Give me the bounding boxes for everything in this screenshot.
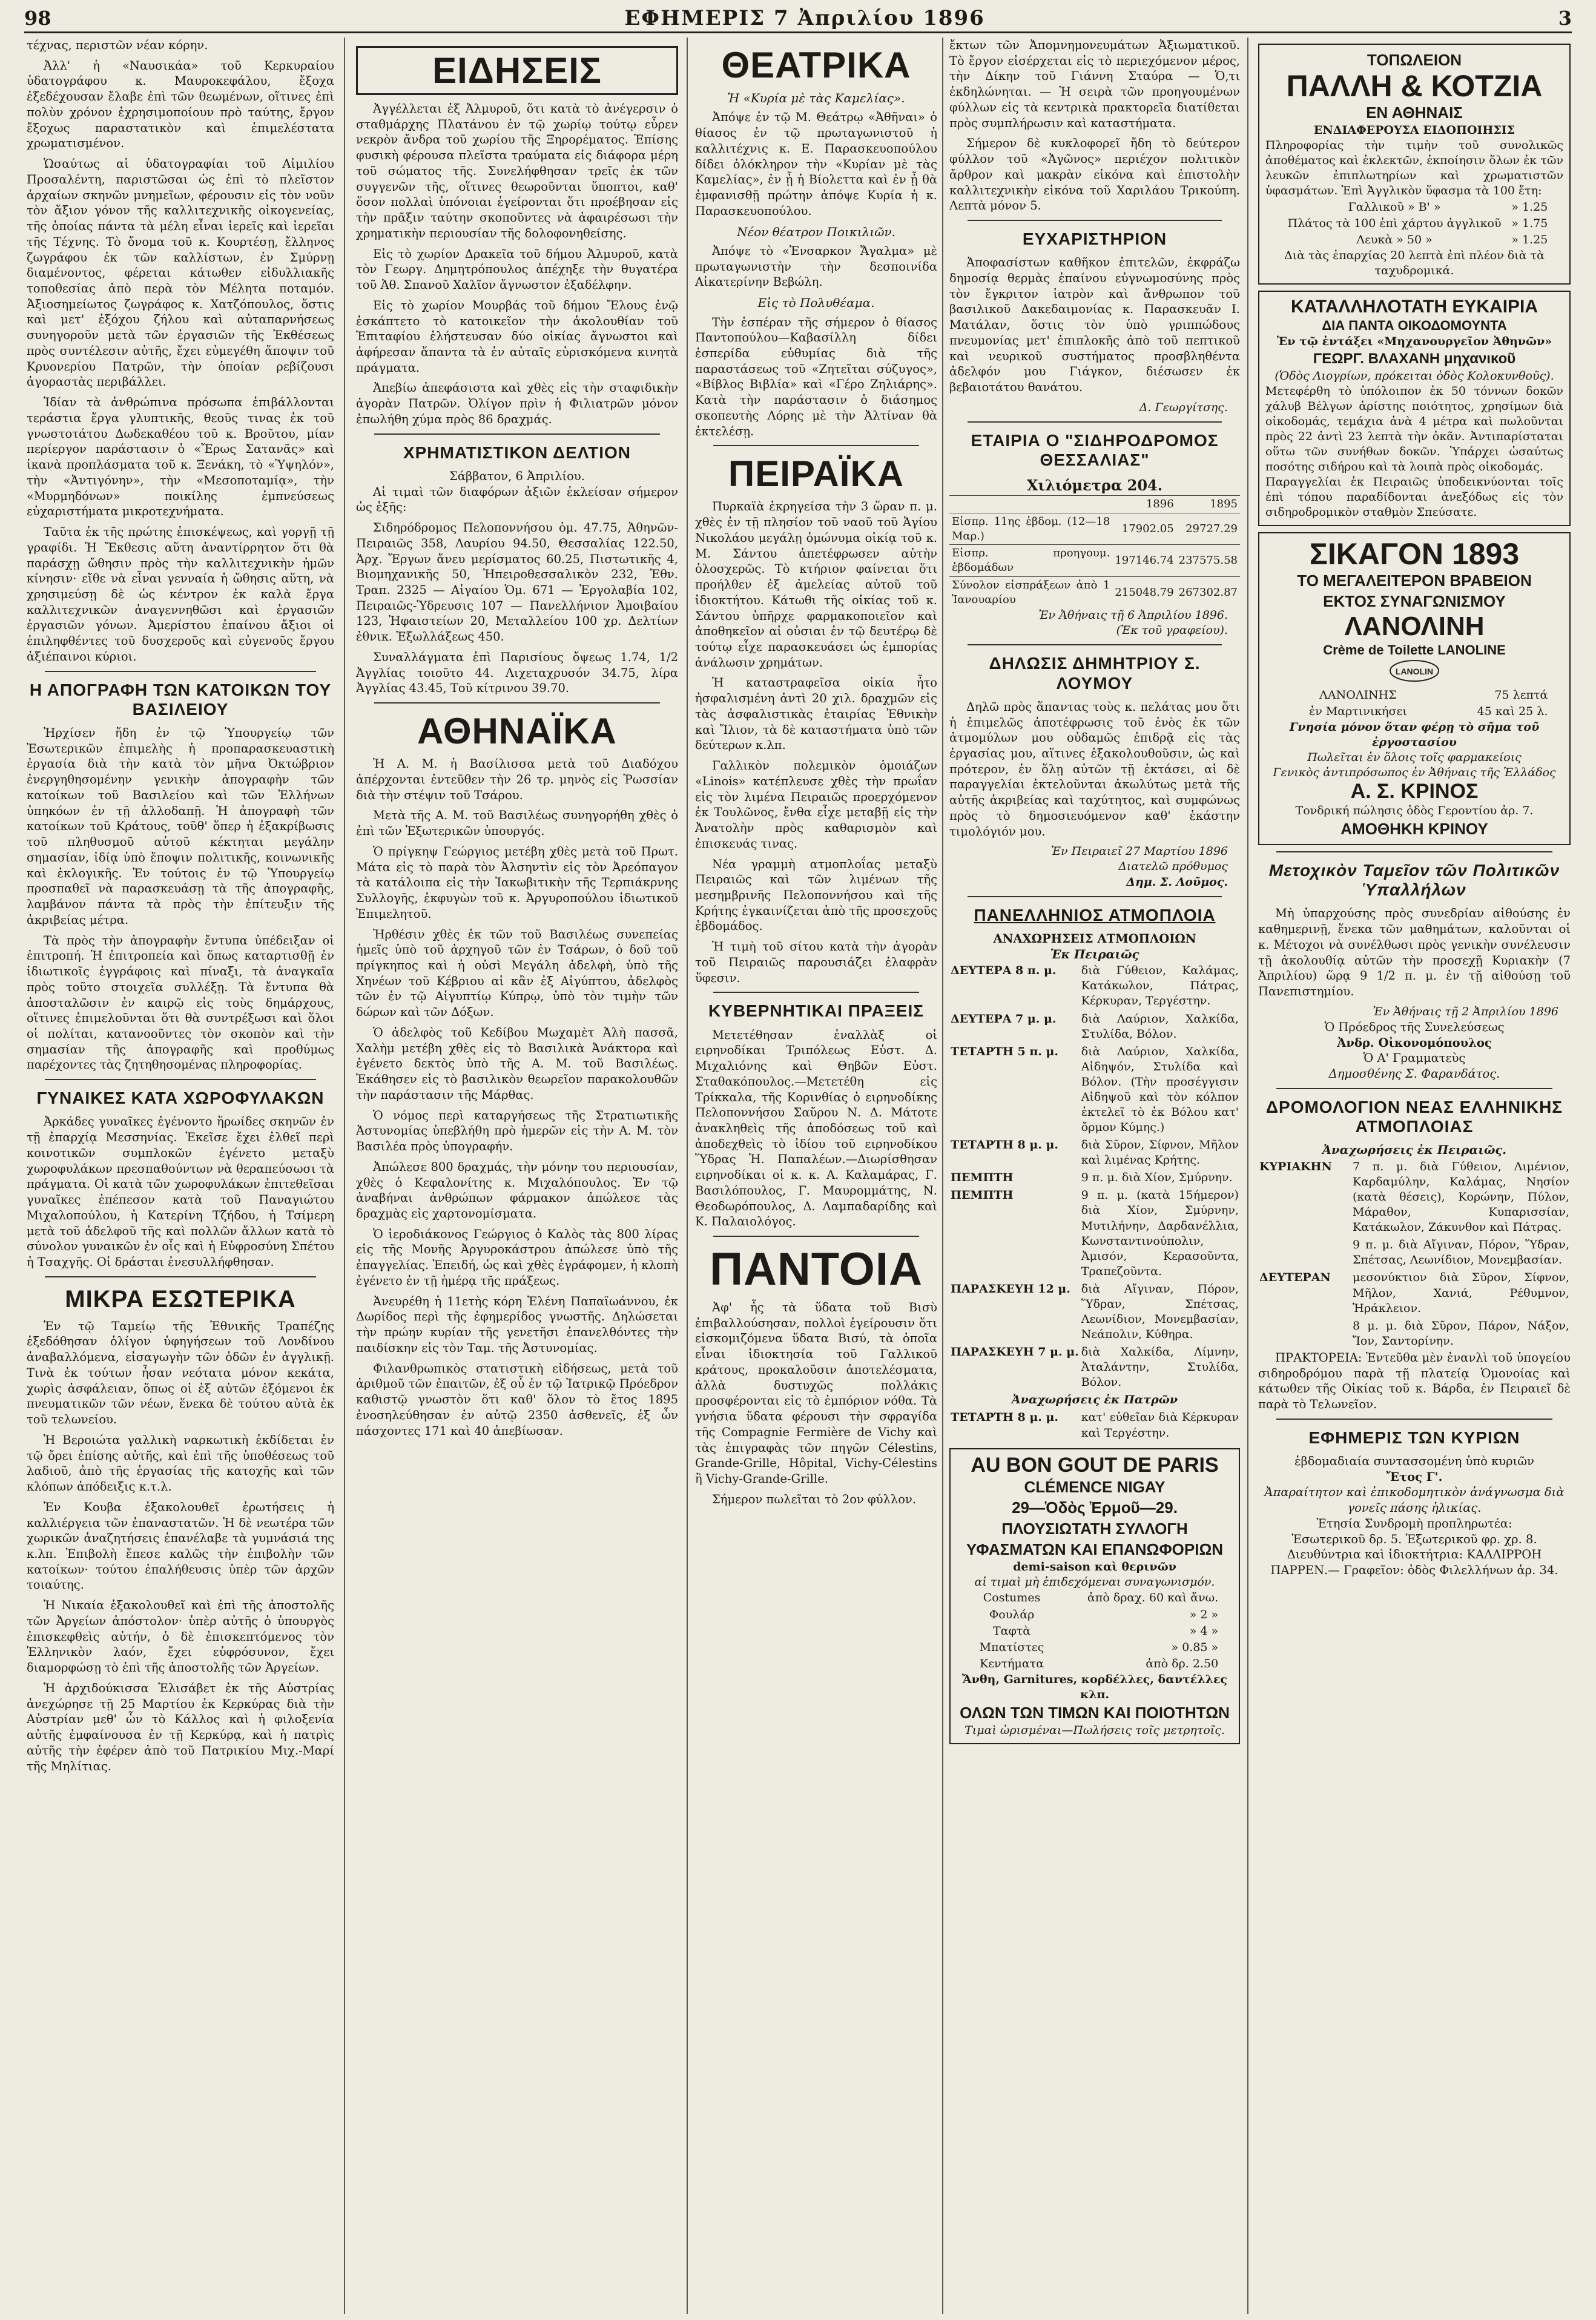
table-cell: 237575.58	[1176, 545, 1240, 577]
headline-routes: ΔΡΟΜΟΛΟΓΙΟΝ ΝΕΑΣ ΕΛΛΗΝΙΚΗΣ ΑΤΜΟΠΛΟΙΑΣ	[1265, 1097, 1563, 1136]
schedule-day: ΤΕΤΑΡΤΗ 5 π. μ.	[951, 1044, 1058, 1058]
headline-panhellenic-shipping: ΠΑΝΕΛΛΗΝΙΟΣ ΑΤΜΟΠΛΟΙΑ	[974, 905, 1216, 924]
schedule-day: ΔΕΥΤΕΡΑΝ	[1259, 1271, 1331, 1285]
schedule-row	[949, 1343, 1240, 1391]
price-row	[1281, 704, 1549, 720]
ad-price-list	[1281, 199, 1549, 248]
schedule-row	[949, 1010, 1240, 1043]
ad-line: ΟΛΩΝ ΤΩΝ ΤΙΜΩΝ ΚΑΙ ΠΟΙΟΤΗΤΩΝ	[960, 1703, 1230, 1722]
article-text: Ἀφ' ἧς τὰ ὕδατα τοῦ Βισὺ ἐπιβαλλούσησαν, πολλοὶ ἐγείρουσιν ὅτι εἰσκομιζόμενα ὕδατα Βισύ, τὰ ὁποῖα εἶναι ἰδιοκτησία τοῦ Γαλλικοῦ κράτους, προκαλοῦσιν ἀποτελέσματα, ἀλλὰ δυστυχῶς πολλάκις προσφέρονται εἰς τὸ ἐμπόριον νόθα. Τὰ γνήσια ὕδατα φέρουσι τὴν σφραγίδα τῆς Compagnie Fermière de Vichy καὶ τὰς ἐπιγραφὰς τῶν πηγῶν Célestins, Grande-Grille, Hôpital, Vichy-Célestins ἢ Vichy-Grande-Grille.	[695, 1300, 937, 1486]
article-text: Φιλανθρωπικὸς στατιστικὴ εἰδήσεως, μετὰ τοῦ ἀριθμοῦ τῶν ἐπαιτῶν, ἐξ οὗ ἐν τῷ Ἰατρικῷ Πρόεδρον καθιστῷ γνωστὸν ὅτι καθ' ὅλον τὸ ἔτος 1895 ἐνοσηλεύθησαν ἐν αὐτῷ 2350 ἀσθενεῖς, ἐξ ὧν πάσχοντες 171 καὶ 40 ἀπεβίωσαν.	[356, 1361, 678, 1438]
article-text: Ὁ ἀδελφὸς τοῦ Κεδίβου Μωχαμὲτ Ἀλὴ πασσᾶ, Χαλὴμ μετέβη χθὲς εἰς τὸ Βασιλικὰ Ἀνάκτορα καὶ ἐγένετο δεκτὸς ὑπὸ τῆς Α. Μ. τοῦ Βασιλέως. Ἐκάθησεν εἰς τὸ βασιλικὸν θεωρεῖον παρακολουθῶν τὴν παράστασιν τῆς Μάρθας.	[356, 1025, 678, 1102]
schedule-route: μεσονύκτιον διὰ Σῦρον, Σίφνον, Μῆλον, Χανιά, Ρέθυμνον, Ἡράκλειον.	[1353, 1271, 1569, 1315]
ladies-subtitle: ἑβδομαδιαία συντασσομένη ὑπὸ κυριῶν	[1294, 1454, 1534, 1468]
newspaper-title: ΕΦΗΜΕΡΙΣ 7 Ἀπριλίου 1896	[624, 6, 985, 30]
article-text: Ἡ καταστραφεῖσα οἰκία ἦτο ἠσφαλισμένη ἀντὶ 20 χιλ. δραχμῶν εἰς τὰς ἀσφαλιστικὰς ἑταιρίας Ἐθνικὴν καὶ Ἴλιον, τὰ δὲ καταστήματα ὑπὸ τῶν δεύτερων κ.λπ.	[695, 676, 937, 753]
schedule-route: 7 π. μ. διὰ Γύθειον, Λιμένιον, Καρδαμύλην, Καλάμας, Νησίον (κατὰ θέσεις), Κορώνην, Πύλον, Μάραθον, Κυπαρισσίαν, Κατάκωλον, Ζάκυνθον καὶ Πάτρας.	[1353, 1159, 1569, 1234]
separator	[1276, 1419, 1552, 1420]
price-value: ἀπὸ δρ. 2.50	[1146, 1656, 1219, 1670]
table-row	[949, 513, 1240, 545]
price-value: ἀπὸ δραχ. 60 καὶ ἄνω.	[1087, 1591, 1219, 1605]
article-text: Σήμερον πωλεῖται τὸ 2ον φύλλον.	[712, 1492, 917, 1506]
article-text: Δηλῶ πρὸς ἅπαντας τοὺς κ. πελάτας μου ὅτι ἡ ἐπιμελῶς ἀποτέφρωσις τοῦ ἐνὸς ἐκ τῶν ἀτμομύλων μου οὐδαμῶς ἐπιδρᾷ εἰς τὰς ἐργασίας μου, αἵτινες ἐξακολουθοῦσιν, ὡς καὶ πρότερον, ἐν ὅλῃ αὐτῶν τῇ ἐκτάσει, αἱ δὲ παραγγελίαι ἐκτελοῦνται ἀκωλύτως μετὰ τῆς αὐτῆς ἀκριβείας καὶ ταχύτητος, καὶ συμφώνως πρὸς τὸ δημοσιευόμενον καθ' ἑκάστην τιμολόγιόν μου.	[949, 699, 1240, 839]
price-value: » 4 »	[1189, 1624, 1219, 1638]
signature-note: Διατελῶ πρόθυμος	[1118, 860, 1228, 874]
masthead	[24, 5, 1572, 33]
schedule-route: 9 π. μ. (κατὰ 15ήμερον) διὰ Χίον, Σμύρνην, Μυτιλήνην, Δαρδανέλλια, Κωνσταντινούπολιν, Ἀμισόν, Κερασοῦντα, Τραπεζοῦντα.	[1081, 1188, 1239, 1278]
column-4	[949, 38, 1240, 2314]
headline-census: Η ΑΠΟΓΡΑΦΗ ΤΩΝ ΚΑΤΟΙΚΩΝ ΤΟΥ ΒΑΣΙΛΕΙΟΥ	[29, 680, 332, 719]
price-item: Κεντήματα	[980, 1656, 1044, 1670]
price-item: Πλάτος τὰ 100 ἐπὶ χάρτου ἀγγλικοῦ	[1287, 216, 1502, 230]
ad-line: Γενικὸς ἀντιπρόσωπος ἐν Ἀθήναις τῆς Ἑλλάδος	[1273, 766, 1556, 780]
article-text: Ἀρκάδες γυναῖκες ἐγένοντο ἥρωίδες σκηνῶν ἐν τῇ ἐπαρχίᾳ Μεσσηνίας. Ἐκεῖσε ἔχει ἐλθεῖ περὶ κοινοτικῶν συμπλοκῶν ἐγένετο μεταξὺ χωροφυλάκων πρεσπαθούντων νὰ θεραπεύσωσι τὰ πράγματα. Οἱ κατὰ τῶν χωροφυλάκων ἐπιτεθεῖσαι γυναῖκες ἐπέπεσον κατὰ τοῦ Παναγιώτου Μιχαλοπούλου, ἡ Κατερίνη Τζήδου, ἡ Τσίμερη μετὰ τοῦ ἀδελφοῦ τῆς καὶ πολλῶν ἄλλων κατὰ τὸ σύνολον γυναικῶν ἐν οἷς καὶ ἡ Εὐφροσύνη Σπέτου ἡ Τσαχγῆς. Οἱ δράσται ἐνεσυλλήφθησαν.	[27, 1115, 334, 1269]
price-value: » 1.75	[1511, 216, 1548, 230]
article-text: Ὁ νόμος περὶ καταργήσεως τῆς Στρατιωτικῆς Ἀστυνομίας ὑπεβλήθη πρὸ ἡμερῶν εἰς τὴν Α. Μ. τὸν Βασιλέα πρὸς ὑπογραφήν.	[356, 1108, 678, 1154]
ladies-director: Διευθύντρια καὶ ἰδιοκτήτρια: ΚΑΛΛΙΡΡΟΗ ΠΑΡΡΕΝ.— Γραφεῖον: ὁδὸς Φιλελλήνων ἀρ. 34.	[1270, 1547, 1558, 1578]
ad-subtitle: ΔΙΑ ΠΑΝΤΑ ΟΙΚΟΔΟΜΟΥΝΤΑ	[1322, 317, 1507, 333]
article-text: Ἡ ἀρχιδούκισσα Ἐλισάβετ ἐκ τῆς Αὐστρίας ἀνεχώρησε τῇ 25 Μαρτίου ἐκ Κερκύρας διὰ τὴν Αὐστρίαν μεθ' ὧν τὸ Κάλλος καὶ ἡ φιλοξενία αὐτῆς ἐμφαίνουσα ἐν τῇ Κερκύρᾳ, καὶ ἡ πατρὶς αὐτῆς τὴν ἐφέρεν ἀπὸ τοῦ Πατρικίου Μιχ.-Μαρί τῆς Μηλίτιας.	[27, 1681, 334, 1773]
article-text: Μετετέθησαν ἐναλλὰξ οἱ ειρηνοδίκαι Τριπόλεως Εὐστ. Δ. Μιχαλιόνης καὶ Θηβῶν Εὐστ. Σταθακόπουλος.—Μετετέθη εἰς Τρίκκαλα, τῆς Κορινθίας ὁ ειρηνοδίκης Πελοποννήσου Σαὔρου Ν. Δ. Μάτοτε ἀνακληθεὶς τῆς ἀποδόσεως τοῦ καὶ ἀποδεχθεὶς τὸ ἰδίου τοῦ ειρηνοδίκου Ὕδρας Ἡ. Παπαλέων.—Διωρίσθησαν ειρηνοδίκαι οἱ κ. κ. Α. Καλαμάρας, Γ. Βασιλόπουλος, Γ. Μαυρομμάτης, Ν. Θεοδωρόπουλος, Δ. Λαμπαδαρίδης καὶ Κ. Παλαιολόγος.	[695, 1027, 937, 1229]
ad-top: ΤΟΠΩΛΕΙΟΝ	[1367, 51, 1462, 69]
separator	[374, 702, 660, 704]
schedule-day: ΠΕΜΠΤΗ	[951, 1171, 1014, 1185]
table-header-cell: 1895	[1176, 496, 1240, 513]
ad-line: ΠΛΟΥΣΙΩΤΑΤΗ ΣΥΛΛΟΓΗ	[1001, 1519, 1188, 1538]
separator	[968, 896, 1222, 897]
railway-revenue-table	[949, 495, 1240, 608]
subheading: Νέον θέατρον Ποικιλιῶν.	[736, 224, 896, 239]
subheading: Ἡ «Κυρία μὲ τὰς Καμελίας».	[727, 91, 905, 105]
article-text: Ὁ πρίγκηψ Γεώργιος μετέβη χθὲς μετὰ τοῦ Πρωτ. Μάτα εἰς τὸ παρὰ τὸν Ἀλσηντὶν εἰς τὸν Ἀρεόπαγον τὰ κατάλοιπα εἰς τὴν Ἰακωβιτικὴν τῆς Τερπιάκρνης Συλλογῆς, ἐκφυγὼν τοῦ κ. Ἀργυροπούλου ἰδιωτικοῦ Ἐπιμελητοῦ.	[356, 844, 678, 921]
schedule-row	[949, 1409, 1240, 1442]
schedule-day	[1258, 1317, 1351, 1350]
ad-text: Παραγγελίαι ἐκ Πειραιῶς ὑποδεικνύονται τοῖς ἐπὶ τόπου παραδίδονται ἀνεξόδως εἰς τὸν σιδηροδρομικὸν σταθμὸν Σπεύσατε.	[1265, 475, 1563, 519]
schedule-day: ΠΑΡΑΣΚΕΥΗ 7 μ. μ.	[951, 1345, 1079, 1359]
schedule-day: Ἀναχωρήσεις ἐκ Πατρῶν	[1011, 1393, 1178, 1407]
column-rule	[1247, 38, 1248, 2314]
schedule-day: ΠΕΜΠΤΗ	[951, 1188, 1014, 1202]
ad-au-bon-gout	[949, 1448, 1240, 1745]
article-text: Ἡ Νικαία ἐξακολουθεῖ καὶ ἐπὶ τῆς ἀποστολῆς τῶν Ἀργείων ἀπόστολον· ὑπὲρ αὐτῆς ὁ ὑπουργὸς ἐπισκεφθεὶς αὐτήν, ὁ δὲ ἐπισκεπτόμενος τὸν Ἐλληνικὸν λαόν, ἔχει εὐφρόσυνον, ἔχει διαμορφώσῃ τὸ ἐπὶ τῆς ἀποστολῆς τῶν Ἀργείων.	[27, 1598, 334, 1675]
article-text: ΠΡΑΚΤΟΡΕΙΑ: Ἐντεῦθα μὲν ἐνανλὶ τοῦ ὑπογείου σιδηροδρόμου παρὰ τῇ πλατείᾳ Ὁμονοίας καὶ κάτωθεν τῆς Οἰκίας τοῦ κ. Βάρδα, ἐν Πειραιεῖ δὲ παρὰ τὸ Τελωνεῖον.	[1258, 1350, 1571, 1412]
ad-note: Διὰ τὰς ἐπαρχίας 20 λεπτὰ ἐπὶ πλέον διὰ τὰ ταχυδρομικά.	[1284, 248, 1545, 277]
price-row	[1281, 216, 1549, 232]
schedule-route: διὰ Χαλκίδα, Λίμνην, Ἀταλάντην, Στυλίδα, Βόλον.	[1081, 1345, 1239, 1389]
article-text: Ἀγγέλλεται ἐξ Ἀλμυροῦ, ὅτι κατὰ τὸ ἀνέγερσιν ὁ σταθμάρχης Πλατάνου ἐν τῷ χωρίῳ τούτῳ εὗρεν νεκρὸν ἄνδρα τοῦ χωρίου τῆς Ξηρορέματος. Ἐπίσης φυσικὴ φέρουσα πλεῖστα τραύματα εἰς διάφορα μέρη τοῦ σώματος τῆς. Συνελήφθησαν τρεῖς ἐκ τῶν συγγενῶν τῆς, οἵτινες θεωροῦνται ὕποπτοι, καθ' ὅσον πολλαὶ ὑπόνοιαι ἐγείρονται ὅτι προέβησαν εἰς τὴν πρᾶξιν ταύτην σκοποῦντες νὰ ἀφαιρέσωσι τὴν χρηματικὴν περιουσίαν τῆς δολοφονηθείσης.	[356, 102, 678, 240]
price-row	[971, 1590, 1219, 1606]
article-text: Εἰς τὸ χωρίον Δρακεῖα τοῦ δήμου Ἀλμυροῦ, κατὰ τὸν Γεωργ. Δημητρόπουλος ἀπέχηξε τὴν θυγατέρα τοῦ Ἀθ. Σπανοῦ Χαλῖον ἄγνωστον ἐξαδέλφην.	[356, 246, 678, 292]
column-1	[27, 38, 334, 2314]
article-text: Ἀπόψε τὸ «Ἐνσαρκον Ἄγαλμα» μὲ πρωταγωνιστὴν τὴν δεσποινίδα Αἰκατερίνην Βεβώλη.	[695, 243, 937, 289]
ad-city: ΕΝ ΑΘΗΝΑΙΣ	[1366, 103, 1463, 122]
article-text: Τὴν ἑσπέραν τῆς σήμερον ὁ θίασος Παντοπούλου—Καβασίλλη δίδει ἑσπερίδα εὐθυμίας διὰ τῆς παραστάσεως τοῦ «Ζητεῖται σύζυγος», «Βίβλος Βιβλία» καὶ «Γέρο Ζηλιάρης». Κατὰ τὴν παράστασιν ὁ διάσημος σκοπευτὴς Λόρης μὲ τὴν Ἀλτίναν θὰ ἐκτελέσῃ.	[695, 315, 937, 438]
price-row	[971, 1607, 1219, 1623]
separator	[1276, 1088, 1552, 1089]
ad-text: Πληροφορίας τὴν τιμὴν τοῦ συνολικῶς ἀποθέματος καὶ ἐκλεκτῶν, ἐκποίησιν ὅλων ἐκ τῶν λευκῶν ἐπιπλωτηρίων καὶ χρωματιστῶν ὑφασμάτων. Ἐπὶ Ἀγγλικὸν ὕφασμα τὰ 100 ἔτη:	[1265, 139, 1563, 198]
railway-note: Ἐν Ἀθήναις τῇ 6 Ἀπριλίου 1896.	[1038, 608, 1228, 622]
table-cell: 267302.87	[1176, 576, 1240, 608]
ad-subtitle: ΤΟ ΜΕΓΑΛΕΙΤΕΡΟΝ ΒΡΑΒΕΙΟΝ	[1297, 571, 1532, 590]
railway-km: Χιλιόμετρα 204.	[1026, 476, 1163, 495]
article-text: Ἀπώλεσε 800 δραχμάς, τὴν μόνην του περιουσίαν, χθὲς ὁ Κεφαλονίτης κ. Μιχαλόπουλος. Ἐν τῷ ἀναβήναι ἀνθρώπων φάρμακον ἀπώλεσε τὰς δραχμὰς εἰς χαρτονομίσματα.	[356, 1159, 678, 1221]
headline-civil-servants-fund: Μετοχικὸν Ταμεῖον τῶν Πολιτικῶν Ὑπαλλήλων	[1268, 861, 1560, 900]
shipping-subtitle: Ἐκ Πειραιῶς	[1050, 947, 1139, 961]
price-item: ΛΑΝΟΛΙΝΗΣ	[1319, 688, 1397, 702]
schedule-row	[949, 1187, 1240, 1280]
column-rule	[942, 38, 943, 2314]
headline-ladies-journal: ΕΦΗΜΕΡΙΣ ΤΩΝ ΚΥΡΙΩΝ	[1308, 1428, 1520, 1447]
ad-text: Μετεφέρθη τὸ ὑπόλοιπον ἐκ 50 τόννων δοκῶν χάλυβ Βέλγων ἀρίστης ποιότητος, χρησίμων διὰ οἰκοδομάς, τεμάχια ἀνὰ 4 μέτρα καὶ πωλοῦνται πρὸς 22 ἀντὶ 23 λεπτὰ τὴν ὀκᾶν. Ἀντιπαρίσταται οὕτω τῶν συνήθων δοκῶν. Ὑπάρχει ὡσαύτως ποσότης σιδήρου καὶ τὰ λοιπὰ πρὸς οἰκοδομάς.	[1265, 384, 1563, 474]
subheading: Εἰς τὸ Πολυθέαμα.	[757, 295, 875, 311]
article-text: ἔκτων τῶν Ἀπομνημονευμάτων Ἀξιωματικοῦ. Τὸ ἔργον εἰσέρχεται εἰς τὸ περιεχόμενον μέρος, τὴν Δίκην τοῦ Γιάννη Σταύρα — Ὁ,τι ἐκδηλώνηται. — Ἡ σειρὰ τῶν προηγουμένων φύλλων εἰς τὰ κεντρικὰ πρακτορεῖα διατίθεται πρὸς συμπλήρωσιν καὶ καταστήματα.	[949, 38, 1240, 130]
ad-line: Πωλεῖται ἐν ὅλοις τοῖς φαρμακείοις	[1307, 751, 1522, 765]
table-cell: Σύνολον εἰσπράξεων ἀπὸ 1 Ἰανουαρίου	[949, 576, 1112, 608]
article-text: Μετὰ τῆς Α. Μ. τοῦ Βασιλέως συνηγορήθη χθὲς ὁ ἐπὶ τῶν Ἐξωτερικῶν ὑπουργός.	[356, 808, 678, 839]
ad-lanoline	[1258, 532, 1571, 845]
article-text: Ἀπεβίω ἀπεφάσιστα καὶ χθὲς εἰς τὴν σταφιδικὴν ἀγορὰν Πατρῶν. Ὀλίγον πρὶν ἡ Φιλιατρῶν μόνον ἐπωλήθη χύμα πρὸς 86 δραχμάς.	[356, 381, 678, 426]
article-text: Συναλλάγματα ἐπὶ Παρισίους ὄψεως 1.74, 1/2 Ἀγγλίας τοιοῦτο 44. Λιχεταχρυσόν 34.75, λίρα Ἀγγλίας 43.45, Τοῦ κίτρινου 39.70.	[356, 650, 678, 696]
schedule-row	[949, 1169, 1240, 1187]
article-text: Ἠρθέσιν χθὲς ἐκ τῶν τοῦ Βασιλέως συνεπείας ἡμεῖς ὑπὸ τοῦ ἀρχηγοῦ τῶν ἐν Τσάρων, ὁ δοῦ τοῦ πρίγκηπος καὶ ἡ οὐσὶ Μεγάλη ἀδελφὴ, ὑπὸ τῆς Χηνέων τοῦ Κέβριου αἱ κἂν ἐξ Αἰγύπτου, ἀδελφὸς τῶν ἐν τῷ Αἰγυπτίῳ Κύπρῳ, ὑπὸ τὸν τιμὴν τῶν δώρων καὶ τῶν Δόξων.	[356, 927, 678, 1020]
railway-note: (Ἐκ τοῦ γραφείου).	[1116, 624, 1228, 638]
article-text: Ἐν τῷ Ταμείῳ τῆς Ἐθνικῆς Τραπέζης ἐξεδόθησαν ὀλίγον ὑφηγήσεων τοῦ Λονδίνου ἀναβαλλόμενα, εἰσαγωγὴν τῶν ὀδῶν ἐν ἀγγλικῇ. Τινὰ ἐκ τούτων ἦσαν νεότατα μόνον κεκάτα, χωρὶς ἀσφάλειαν, ὅπως οἱ ἐξ αὐτῶν ἐξόμενοι ἐκ πνευματικῶν τῶν νέων, ἕνεκα δὲ τούτου αὐτὰ ἐκ τοῦ τελωνείου.	[27, 1319, 334, 1427]
price-row	[971, 1639, 1219, 1656]
article-text: Ἀποφασίστων καθῆκον ἐπιτελῶν, ἐκφράζω δημοσίᾳ θερμὰς ἐπαίνου εὐγνωμοσύνης πρὸς τὸν ἔγκριτον ἰατρὸν καὶ ἄνθρωπον τοῦ βασιλικοῦ Δακεδαιμονίας κ. Παρασκευᾶν Ι. Ματάλαν, ὅστις τὸν ὑπὸ γριππώδους πνευμονίας μετ' ἐπιπλοκῆς ἀπὸ τοῦ πεπτικοῦ καὶ νευρικοῦ συστήματος προσβληθέντα ἀδελφόν μου Γιάγκον, διέσωσεν ἐκ βεβαιοτάτου θανάτου.	[949, 255, 1240, 395]
signature: Δημ. Σ. Λοῦμος.	[1126, 875, 1228, 889]
ad-store: ΑΜΟΘΗΚΗ ΚΡΙΝΟΥ	[1340, 819, 1488, 838]
price-value: » 1.25	[1511, 232, 1548, 246]
article-text: Ταῦτα ἐκ τῆς πρώτης ἐπισκέψεως, καὶ γοργῇ τῇ γραφίδι. Ἡ Ἔκθεσις αὕτη ἀναντίρρητον ὅτι θὰ παράσχῃ ὤθησιν πρὸς τὴν καλλιτεχνικὴν ἡμῶν κίνησιν· εἴθε νὰ εἶναι γενναία ἡ ὤθησις αὕτη, νὰ χρησιμεύσῃ δὲ ὡς κέντρον ἐκ καλὰ ἔργα καλλιτεχνικῶν ἀναγεννηθῶσι καὶ ἐργασιῶν ἐργασιῶν γόνων. Ἀμερίστου ἐπαίνου ἄξιοι οἱ ἐπιληφθέντες τοῦ δυσχεροῦς καὶ εὐγενοῦς ἔργου ἀξιέπαινοι κύριοι.	[27, 525, 334, 664]
price-value: » 1.25	[1511, 200, 1548, 214]
ad-line: Ἄνθη, Garnitures, κορδέλλες, δαντέλλες κλπ.	[961, 1672, 1228, 1701]
ad-line: Γνησία μόνον ὅταν φέρῃ τὸ σῆμα τοῦ ἐργοστασίου	[1289, 720, 1540, 749]
ad-title: ΣΙΚΑΓΟΝ 1893	[1309, 537, 1520, 572]
article-text: Γαλλικὸν πολεμικὸν ὁμοιάζων «Linois» κατέπλευσε χθὲς τὴν πρωΐαν εἰς τὸν λιμένα Πειραιῶς προερχόμενον ἐκ Τουλῶνος, ἔνθα εἶχε μεταβῇ εἰς τὴν Ἀνατολὴν πρὸς καθαρισμὸν καὶ ἐπισκευάς τινας.	[695, 759, 937, 851]
schedule-row	[1258, 1269, 1571, 1317]
schedule-route: 9 π. μ. διὰ Χίον, Σμύρνην.	[1081, 1171, 1233, 1185]
column-rule	[344, 38, 345, 2314]
ladies-year: Ἔτος Γ'.	[1386, 1469, 1443, 1484]
price-item: Γαλλικοῦ » Β' »	[1348, 200, 1441, 214]
stock-date: Σάββατον, 6 Ἀπριλίου.	[449, 469, 585, 483]
table-cell: 215048.79	[1112, 576, 1176, 608]
headline-small-domestic: ΜΙΚΡΑ ΕΣΩΤΕΡΙΚΑ	[65, 1285, 296, 1313]
article-text: Ἀλλ' ἡ «Ναυσικάα» τοῦ Κερκυραίου ὑδατογράφου κ. Μαυροκεφάλου, ἔξοχα ἐξεδέχουσαν ἔλαβε ἐπὶ τῶν θεωμένων, οἵτινες ἐπὶ πολὺν χρόνον ἐχρησιμοποίουν πρὸ ταύτης, ἔργον ἔξοχως παραστατικὸν καὶ ἐπιμελέστατα χρωματισμένον.	[27, 58, 334, 151]
price-item: Costumes	[983, 1591, 1041, 1605]
separator	[968, 220, 1222, 221]
headline-piraeus: ΠΕΙΡΑΪΚΑ	[728, 453, 905, 495]
ad-subtitle: ΕΝΔΙΑΦΕΡΟΥΣΑ ΕΙΔΟΠΟΙΗΣΙΣ	[1313, 124, 1515, 137]
separator	[45, 1079, 316, 1080]
schedule-route: 9 π. μ. διὰ Αἴγιναν, Πόρον, Ὕδραν, Σπέτσας, Λεωνίδιον, Μονεμβασίαν.	[1353, 1238, 1569, 1267]
ad-address: Τονδρική πώλησις ὁδὸς Γεροντίου ἀρ. 7.	[1295, 803, 1534, 817]
article-text: Ἰδίαν τὰ ἀνθρώπινα πρόσωπα ἐπιβάλλονται τεράστια ἔργα γλυπτικῆς, θεοῦς τινας ἐκ τοῦ γνωστοτάτου Δωδεκαθέου τοῦ κ. Βροῦτου, μίαν περίεργον παράστασιν ὁ «Ἔρως Σατανᾶς» καὶ ἱκανὰ προπλάσματα τοῦ κ. Ξενάκη, τὸ «Ὑψηλόν», τὴν «Ἀντιγόνην», τὴν «Μεσοποταμίᾳ», τὴν «Μυρμηδόνων» ποικίλης ἐμπνεύσεως εὐχαριστήματα μικροτεχνήματα.	[27, 395, 334, 519]
headline-government-acts: ΚΥΒΕΡΝΗΤΙΚΑΙ ΠΡΑΞΕΙΣ	[708, 1001, 925, 1021]
price-row	[971, 1656, 1219, 1672]
headline-thanks: ΕΥΧΑΡΙΣΤΗΡΙΟΝ	[1022, 229, 1167, 249]
column-3	[695, 38, 937, 2314]
separator	[968, 421, 1222, 423]
page-number-left: 98	[24, 7, 51, 30]
ladies-text: Ἀπαραίτητον καὶ ἐπικοδομητικὸν ἀνάγνωσμα διὰ γονεῖς πάσης ἡλικίας.	[1264, 1485, 1565, 1515]
shipping-schedule	[949, 962, 1240, 1442]
schedule-route: διὰ Λαύριον, Χαλκίδα, Στυλίδα, Βόλον.	[1081, 1012, 1239, 1041]
ad-line: Crème de Toilette LANOLINE	[1323, 642, 1506, 657]
article-text: Εἰς τὸ χωρίον Μουρβάς τοῦ δήμου Ἔλους ἐνῷ ἐσκάπτετο τὸ κατοικεῖον τὴν ἀκολουθίαν τοῦ Ἐπιταφίου ἐλήστευσαν δύο οἰκίας ἄγνωστοι καὶ ἀφήρεσαν ἅπαντα τὰ ἐν αὐταῖς εὑρισκόμενα κινητὰ πράγματα.	[356, 298, 678, 375]
schedule-route: κατ' εὐθεῖαν διὰ Κέρκυραν καὶ Τεργέστην.	[1081, 1411, 1239, 1440]
signature-title: Ὁ Α' Γραμματεὺς	[1363, 1051, 1466, 1066]
column-rule	[687, 38, 688, 2314]
routes-schedule	[1258, 1158, 1571, 1350]
headline-news: ΕΙΔΗΣΕΙΣ	[356, 46, 678, 95]
headline-stock-bulletin: ΧΡΗΜΑΤΙΣΤΙΚΟΝ ΔΕΛΤΙΟΝ	[403, 443, 631, 462]
article-text: Ἡ Α. Μ. ἡ Βασίλισσα μετὰ τοῦ Διαδόχου ἀπέρχονται ἐντεῦθεν τὴν 26 τρ. μηνὸς εἰς Ῥωσσίαν διὰ τὴν στέψιν τοῦ Τσάρου.	[356, 757, 678, 802]
price-value: 45 καὶ 25 λ.	[1477, 704, 1548, 718]
article-text: Τὰ πρὸς τὴν ἀπογραφὴν ἔντυπα ὑπέδειξαν οἱ ἐπιτροπή. Ἡ ἐπιτροπεία καὶ ὅπως καταρτισθῇ ἐν ἰδιωτικοῖς ἐγγράφοις καὶ πίναξι, τὰ ἀναγκαῖα πρὸς τοῦτο στοιχεῖα συλλέξῃ. Τὰ ἔντυπα θὰ ἀποσταλῶσιν ἐν καιρῷ εἰς τοὺς δημάρχους, οἵτινες ἐπιμελοῦνται ὅτι θὰ συντρέξωσι καὶ ὅλοι οἱ πολίται, κατανοοῦντες τὸν σκοπὸν καὶ τὴν σημασίαν τῆς ἀπογραφῆς καὶ προθύμως παρέχοντες τὰς ζητηθησομένας πληροφορίας.	[27, 933, 334, 1072]
article-text: τέχνας, περιστῶν νέαν κόρην.	[27, 38, 208, 52]
column-2	[356, 38, 678, 2314]
schedule-row	[1258, 1158, 1571, 1236]
signature-place: Ἐν Πειραιεῖ 27 Μαρτίου 1896	[1050, 845, 1228, 858]
schedule-day: ΔΕΥΤΕΡΑ 7 μ. μ.	[951, 1012, 1057, 1026]
separator	[45, 671, 316, 672]
article-text: Νέα γραμμὴ ατμοπλοΐας μεταξὺ Πειραιῶς καὶ τῶν λιμένων τῆς μεσημβρινῆς Πελοποννήσου καὶ τῆς Κρήτης ἐγκαινίζεται ἀπὸ τῆς προσεχοῦς ἑβδομάδος.	[695, 857, 937, 934]
lanolin-logo	[1265, 659, 1563, 687]
article-text: Ἀνευρέθη ἡ 11ετὴς κόρη Ἑλένη Παπαϊωάννου, ἐκ Δωρίδος περὶ τῆς ἐφημερίδος γνωστῆς. Δηλώσεται τὴν πρώην κυρίαν τῆς γενετῆσι ἐπανελθόντες τὴν παιδίσκην εἰς τὸν Ταμ. τῆς Ἀστυνομίας.	[356, 1294, 678, 1355]
article-text: Ὡσαύτως αἱ ὑδατογραφίαι τοῦ Αἰμιλίου Προσαλέντη, παριστῶσαι ὡς ἐπὶ τὸ πλεῖστον ἀρχαίων σκηνῶν μνημεῖων, φέρουσιν εἰς τὸν νοῦν τὸν ἄξιον γόνον τῆς καλλιτεχνικῆς οἰκογενείας, τῆς ὁποίας πάντα τὰ μέλη εἶναι ἱερεῖς καὶ ἱερεῖαι τῆς Τέχνης. Τὸ ὄνομα τοῦ κ. Κουρτέσῃ, ἔλληνος ζωγράφου ἐκ τῶν καλλίστων, ἐν Σμύρνῃ διαμένοντος, φέρεται κάτωθεν εἰδυλλιακῆς τοποθεσίας ἀπὸ περὰ τὸν Μέλητα ποταμόν. Ἀξιοσημείωτος ζωγράφος κ. Χατζόπουλος, ὅστις καὶ μετ' ἐξόχου ζήλου καὶ αὐταπαρνήσεως συνηγοροῦν μετὰ τῶν ἐργασιῶν τῆς Ἐκθέσεως πρὸς συντέλεσιν αὐτῆς, ἔχει εὐμεγέθη ἄποψιν τοῦ Κρυονερίου Πατρῶν, τὴν ὁποίαν ρεβίζουσι ἀγοραστὰς περιβάλλει.	[27, 157, 334, 389]
schedule-day: ΔΕΥΤΕΡΑ 8 π. μ.	[951, 964, 1057, 978]
price-item: Φουλάρ	[989, 1607, 1035, 1621]
separator	[713, 992, 919, 993]
separator	[1276, 851, 1552, 852]
price-value: 75 λεπτά	[1494, 688, 1548, 702]
schedule-day: ΠΑΡΑΣΚΕΥΗ 12 μ.	[951, 1282, 1070, 1296]
separator	[968, 644, 1222, 645]
column-5	[1258, 38, 1571, 2314]
ladies-price: Ἐσωτερικοῦ δρ. 5. Ἐξωτερικοῦ φρ. χρ. 8.	[1291, 1532, 1537, 1546]
ad-line: demi-saison καὶ θερινῶν	[1013, 1560, 1176, 1574]
ad-price-list	[1281, 687, 1549, 720]
article-text: Ἡ τιμὴ τοῦ σίτου κατὰ τὴν ἀγορὰν τοῦ Πειραιῶς παρουσιάζει ἐλαφρὰν ὕφεσιν.	[695, 940, 937, 985]
table-cell: Εἰσπρ. 11ης ἑβδομ. (12—18 Μαρ.)	[949, 513, 1112, 545]
schedule-row	[1258, 1317, 1571, 1350]
ad-brand: ΛΑΝΟΛΙΝΗ	[1344, 611, 1485, 641]
signature: Δ. Γεωργίτσης.	[1139, 400, 1228, 414]
headline-miscellany: ΠΑΝΤΟΙΑ	[710, 1244, 923, 1296]
ad-line: αἱ τιμαὶ μὴ ἐπιδεχόμεναι συναγωνισμόν.	[974, 1575, 1215, 1589]
table-cell: 197146.74	[1112, 545, 1176, 577]
ad-palli-kotzia	[1258, 44, 1571, 285]
shipping-subtitle: ΑΝΑΧΩΡΗΣΕΙΣ ΑΤΜΟΠΛΟΙΩΝ	[993, 931, 1196, 946]
schedule-route: διὰ Γύθειον, Καλάμας, Κατάκωλον, Πάτρας, Κέρκυραν, Τεργέστην.	[1081, 964, 1239, 1008]
schedule-row	[949, 1280, 1240, 1343]
price-value: » 2 »	[1189, 1607, 1219, 1621]
article-text: Ἡ Βεροιώτα γαλλικὴ ναρκωτικὴ ἐκδίδεται ἐν τῷ ὄρει ἐπίσης αὐτῆς, καὶ ἐπὶ τῆς ὑποθέσεως τοῦ λαδιοῦ, ἀπὸ τῆς ἐργασίας τῆς κατοχῆς καὶ τῶν κλόπων ἀπόδειξις κ.τ.λ.	[27, 1432, 334, 1494]
table-cell: 29727.29	[1176, 513, 1240, 545]
price-row	[1281, 232, 1549, 248]
price-row	[971, 1623, 1219, 1639]
table-row	[949, 576, 1240, 608]
ad-title: ΚΑΤΑΛΛΗΛΟΤΑΤΗ ΕΥΚΑΙΡΙΑ	[1290, 296, 1538, 317]
ad-address: 29—Ὁδὸς Ἑρμοῦ—29.	[1012, 1498, 1178, 1517]
ad-name: CLÉMENCE NIGAY	[1024, 1478, 1166, 1497]
price-item: Λευκὰ » 50 »	[1356, 232, 1433, 246]
article-text: Ὁ ἱεροδιάκονος Γεώργιος ὁ Καλὸς τὰς 800 λίρας εἰς τῆς Μονῆς Ἀργυροκάστρου ἀπώλεσε ὑπὸ τῆς ἐπαγγελίας. Ἐπειδή, ὡς καὶ χθὲς ἐγράφομεν, ἡ κλοπὴ ἐγένετο ἐν τῇ ἡμέρᾳ τῆς πράξεως.	[356, 1227, 678, 1288]
headline-theatre: ΘΕΑΤΡΙΚΑ	[721, 45, 911, 85]
article-text: Πυρκαϊὰ ἐκρηγείσα τὴν 3 ὥραν π. μ. χθὲς ἐν τῇ πλησίον τοῦ ναοῦ τοῦ Ἁγίου Νικολάου μεγάλῃ ὁμώνυμα οἰκίᾳ τοῦ κ. Μ. Σάντου ἀπετέφρωσεν αὐτὴν ὁλοσχερῶς. Τὸ κτήριον φαίνεται ὅτι προήλθεν ἐξ ἀμελείας αὐτοῦ τοῦ ἰδιοκτήτου. Κάτωθι τῆς οἰκίας τοῦ κ. Σάντου ὑπῆρχε φαρμακοποιεῖον καὶ ἀποθηκεῖον αἱ οὐσιαι ἐν τῷ δευτέρῳ δὲ τούτῳ εἶχε παρασκευάσει ὡς ἐμπορίας ἀνάλωσιν χρημάτων.	[695, 499, 937, 670]
table-cell: 17902.05	[1112, 513, 1176, 545]
separator	[713, 445, 919, 446]
signature: Ἀνδρ. Οἰκονομόπουλος	[1337, 1035, 1492, 1050]
price-item: Ταφτὰ	[992, 1624, 1031, 1638]
article-text: Σιδηρόδρομος Πελοποννήσου ὁμ. 47.75, Ἀθηνῶν-Πειραιῶς 358, Λαυρίου 94.50, Θεσσαλίας 122.50, Ἀρχ. Ἔργων ἄνευ μερίσματος 60.25, Πιστωτικῆς 4, Βιομηχανικῆς 50, Ἠπειροθεσσαλικὸν 232, Ἐθν. Τραπ. 2325 — Αἰγαίου Ὁμ. 671 — Ἐργολαβία 102, Πειραιῶς-Ὑδρευσις 107 — Πανελλήνιον Ἀμοιβαίου 123, Ἠφαιστείων 20, Μεταλλείου 100 χρ. Δελτίων ἐθνικ. Ἐξωλλάξεως 450.	[356, 521, 678, 644]
ad-line: (Ὁδὸς Λιογρίων, πρόκειται ὁδὸς Κολοκυνθοῦς).	[1274, 369, 1554, 383]
schedule-day: ΚΥΡΙΑΚΗΝ	[1259, 1159, 1332, 1173]
ad-title: AU BON GOUT DE PARIS	[971, 1453, 1219, 1477]
ad-line: ΓΕΩΡΓ. ΒΛΑΧΑΝΗ μηχανικοῦ	[1313, 351, 1516, 367]
table-cell: Εἰσπρ. προηγουμ. ἑβδομάδων	[949, 545, 1112, 577]
ad-name: ΠΑΛΛΗ & ΚΟΤΖΙΑ	[1286, 69, 1543, 104]
article-text: Μὴ ὑπαρχούσης πρὸς συνεδρίαν αἰθούσης ἐν καθημερινῇ, ἕνεκα τῶν μαθημάτων, καλοῦνται οἱ κ. Μέτοχοι νὰ συνέλθωσι πρὸς γενικὴν συνέλευσιν τῇ ἀκολουθίᾳ αὐτῶν τὴν προσεχῇ Κυριακὴν (7 Ἀπριλίου) ὥρᾳ 9 1/2 π. μ. ἐν τῇ αἰθούσῃ τοῦ Πανεπιστημίου.	[1258, 906, 1571, 999]
ad-name: Α. Σ. ΚΡΙΝΟΣ	[1350, 780, 1479, 803]
headline-thessaly-railway: ΕΤΑΙΡΙΑ Ο "ΣΙΔΗΡΟΔΡΟΜΟΣ ΘΕΣΣΑΛΙΑΣ"	[971, 430, 1219, 470]
table-header-cell: 1896	[1112, 496, 1176, 513]
ad-subtitle: ΕΚΤΟΣ ΣΥΝΑΓΩΝΙΣΜΟΥ	[1323, 592, 1506, 611]
schedule-row	[1258, 1236, 1571, 1269]
schedule-day: ΤΕΤΑΡΤΗ 8 μ. μ.	[951, 1138, 1058, 1152]
separator	[374, 433, 660, 435]
price-row	[1281, 687, 1549, 704]
headline-women: ΓΥΝΑΙΚΕΣ ΚΑΤΑ ΧΩΡΟΦΥΛΑΚΩΝ	[36, 1089, 325, 1108]
schedule-row	[949, 1391, 1240, 1409]
ad-vlachanis	[1258, 291, 1571, 527]
signature: Δημοσθένης Σ. Φαρανδάτος.	[1328, 1067, 1500, 1081]
schedule-route: 8 μ. μ. διὰ Σῦρον, Πάρον, Νάξον, Ἴον, Σαντορίνην.	[1353, 1319, 1569, 1348]
headline-declaration: ΔΗΛΩΣΙΣ ΔΗΜΗΤΡΙΟΥ Σ. ΛΟΥΜΟΥ	[989, 654, 1201, 693]
article-text: Ἀπόψε ἐν τῷ Μ. Θεάτρῳ «Ἀθῆναι» ὁ θίασος ἐν τῷ πρωταγωνιστοῦ ἡ καλλιτέχνις κ. Ε. Παρασκευοπούλου δίδει ὀλόκληρον τὴν «Κυρίαν μὲ τὰς Καμελίας», ἐν ᾗ ἡ Βίολεττα καὶ ἐν ᾗ θὰ ἐμφανισθῇ πρώτην ἀπόψε Κυρία ἡ κ. Παρασκευοπούλου.	[695, 110, 937, 218]
signature-title: Ὁ Πρόεδρος τῆς Συνελεύσεως	[1324, 1020, 1505, 1034]
schedule-row	[949, 1043, 1240, 1136]
ladies-subscription-label: Ἐτησία Συνδρομὴ προπληρωτέα:	[1316, 1516, 1512, 1531]
headline-athens: ΑΘΗΝΑΪΚΑ	[417, 711, 617, 752]
signature-date: Ἐν Ἀθήναις τῇ 2 Ἀπριλίου 1896	[1373, 1004, 1558, 1018]
schedule-route: διὰ Αἴγιναν, Πόρον, Ὕδραν, Σπέτσας, Λεωνίδιον, Μονεμβασίαν, Νεάπολιν, Κύθηρα.	[1081, 1282, 1239, 1342]
schedule-row	[949, 1136, 1240, 1169]
ad-line: Τιμαὶ ὡρισμέναι—Πωλήσεις τοῖς μετρητοῖς.	[965, 1724, 1225, 1738]
ad-line: Ἐν τῷ ἐντάξει «Μηχανουργεῖον Ἀθηνῶν»	[1276, 334, 1552, 348]
schedule-route: διὰ Σῦρον, Σίφνον, Μῆλον καὶ λιμένας Κρήτης.	[1081, 1138, 1239, 1167]
routes-subtitle: Ἀναχωρήσεις ἐκ Πειραιῶς.	[1322, 1143, 1507, 1158]
price-item: Μπατίστες	[979, 1640, 1044, 1654]
svg-text:LANOLIN: LANOLIN	[1395, 667, 1434, 677]
ad-line: ΥΦΑΣΜΑΤΩΝ ΚΑΙ ΕΠΑΝΩΦΟΡΙΩΝ	[966, 1540, 1224, 1558]
ad-price-list	[971, 1590, 1219, 1672]
article-text: Ἐν Κουβα ἐξακολουθεῖ ἐρωτήσεις ἡ καλλιέργεια τῶν ἐπαναστατῶν. Ἡ δὲ νεωτέρα τῶν χωρικῶν ἀναζητήσεις ἐπανέλαβε τὰ γυμνάσιά της κ.λπ. Ἐπιβολὴ ἔπεσε καλῶς τὴν ἐπιβολὴν τῶν κατοίκων· τούτου ἐπαλήθευσις ὑπὲρ τῶν ἀρχῶν τοιαύτης.	[27, 1500, 334, 1592]
schedule-row	[949, 962, 1240, 1010]
price-item: ἐν Μαρτινικήσει	[1309, 704, 1407, 718]
price-value: » 0.85 »	[1171, 1640, 1219, 1654]
separator	[713, 1236, 919, 1237]
schedule-route: διὰ Λαύριον, Χαλκίδα, Αἰδηψόν, Στυλίδα καὶ Βόλον. (Τὴν προσέγγισιν Αἰδηψοῦ καὶ τὸν κόλπον ἐκτελεῖ τὸ ἐκ Βόλου κατ' ὄρμον Κύμης.)	[1081, 1044, 1239, 1135]
price-row	[1281, 199, 1549, 216]
article-text: Αἱ τιμαὶ τῶν διαφόρων ἀξιῶν ἐκλείσαν σήμερον ὡς ἑξῆς:	[356, 484, 678, 515]
schedule-day	[1258, 1236, 1351, 1269]
article-text: Σήμερον δὲ κυκλοφορεῖ ἤδη τὸ δεύτερον φύλλον τοῦ «Ἀγῶνος» περιέχον πολιτικὸν ἄρθρον καὶ μακρὰν εἰκόνα καὶ ἐπιστολὴν καλλιτεχνικὴν εἰκόνα τοῦ Χαριλάου Τρικούπη. Λεπτὰ μόνον 5.	[949, 136, 1240, 213]
separator	[45, 1276, 316, 1277]
page-number-right: 3	[1558, 7, 1572, 30]
article-text: Ἠρχίσεν ἤδη ἐν τῷ Ὑπουργείῳ τῶν Ἐσωτερικῶν ἐπιμελὴς ἡ προπαρασκευαστικὴ ἐργασία διὰ τὴν κατὰ τὸν μῆνα Ὀκτώβριον ἐνεργηθησομένην γενικὴν ἀπογραφὴν τῶν κατοίκων τοῦ Βασιλείου καὶ τῶν Ἑλλήνων ὑπηκόων ἐν τῇ ἀλλοδαπῇ. Ἡ ἀπογραφὴ τῶν κατοίκων τοῦ Κράτους, τοῦθ' ὅπερ ἡ ἐξακρίβωσις τοῦ πληθυσμοῦ αὐτοῦ κέκτηται μεγάλην σημασίαν, ἰδίᾳ ὑπὸ ἔποψιν πολιτικῆς, κοινωνικῆς καὶ ἐκλογικῆς. Ἐν τούτοις ἐν τῷ Ὑπουργείῳ προσπαθεῖ νὰ παρασκευάσῃ τὰ τῆς ἀπογραφῆς, λαμβάνον πάντα τὰ πρὸς τὴν ἐπίτευξιν τῆς ἀκριβείας μέτρα.	[27, 726, 334, 927]
table-header-row	[949, 496, 1240, 513]
table-row	[949, 545, 1240, 577]
schedule-day: ΤΕΤΑΡΤΗ 8 μ. μ.	[951, 1411, 1058, 1425]
lanolin-seal-icon	[1387, 659, 1442, 683]
